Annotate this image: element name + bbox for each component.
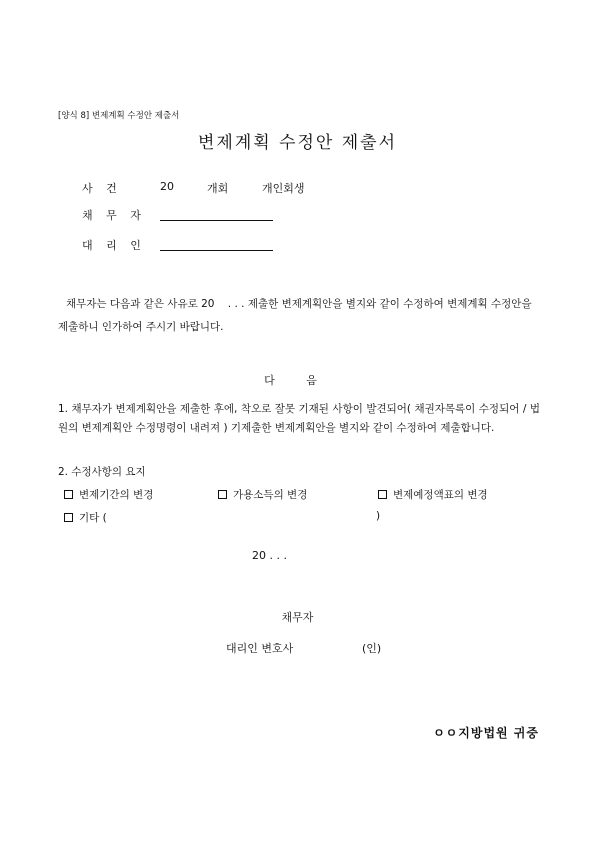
item-2: 2. 수정사항의 요지 <box>58 466 146 478</box>
option-label: 기타 ( <box>79 512 107 524</box>
option-row-2 <box>0 510 595 526</box>
debtor-label: 채 무 자 <box>82 209 146 222</box>
option-label: 변제기간의 변경 <box>79 489 154 501</box>
case-row <box>0 180 595 196</box>
option-repayment-period[interactable] <box>64 487 153 502</box>
checkbox-icon[interactable] <box>378 490 387 499</box>
option-label: 변제예정액표의 변경 <box>393 489 488 501</box>
debtor-name-line[interactable] <box>160 220 273 221</box>
agent-label: 대 리 인 <box>82 239 146 252</box>
intro-date-dots: . . . <box>227 298 245 310</box>
intro-paragraph <box>58 293 540 339</box>
case-type: 개회 <box>207 182 229 195</box>
signer-label: 채무자 <box>281 611 314 624</box>
signer-agent-label: 대리인 변호사 <box>226 642 294 655</box>
intro-text-2: 제출한 변제계획안을 별지와 같이 수정하여 변제계획 수정안을 제출하니 인가하여 주시기 바랍니다. <box>58 298 532 333</box>
court-addressee: ㅇㅇ지방법원 귀중 <box>433 726 539 740</box>
intro-text-1: 채무자는 다음과 같은 사유로 20 <box>66 298 215 310</box>
checkbox-icon[interactable] <box>218 490 227 499</box>
case-label: 사 건 <box>82 182 122 195</box>
form-number-label: [양식 8] 변제계획 수정안 제출서 <box>58 111 180 121</box>
option-disposable-income[interactable] <box>218 487 307 502</box>
agent-row <box>0 237 595 257</box>
debtor-row <box>0 207 595 227</box>
seal-mark: (인) <box>362 642 382 655</box>
submission-date: 20 . . . <box>252 549 287 562</box>
agent-name-line[interactable] <box>160 250 273 251</box>
next-heading: 다 음 <box>264 374 331 387</box>
option-row-1 <box>0 487 595 503</box>
case-category: 개인회생 <box>262 182 305 195</box>
item-1: 1. 채무자가 변제계획안을 제출한 후에, 착오로 잘못 기재된 사항이 발견되어( 채권자목록이 수정되어 / 법원의 변제계획안 수정명령이 내려져 ) 기제출한 변제계획안을 별지와 같이 수정하여 제출합니다. <box>58 403 540 434</box>
document-title: 변제계획 수정안 제출서 <box>197 133 398 153</box>
checkbox-icon[interactable] <box>64 490 73 499</box>
checkbox-icon[interactable] <box>64 513 73 522</box>
case-year: 20 <box>160 180 174 193</box>
option-other-close: ) <box>376 510 381 522</box>
option-payment-schedule[interactable] <box>378 487 488 502</box>
option-label: 가용소득의 변경 <box>233 489 308 501</box>
option-other[interactable] <box>64 510 107 525</box>
